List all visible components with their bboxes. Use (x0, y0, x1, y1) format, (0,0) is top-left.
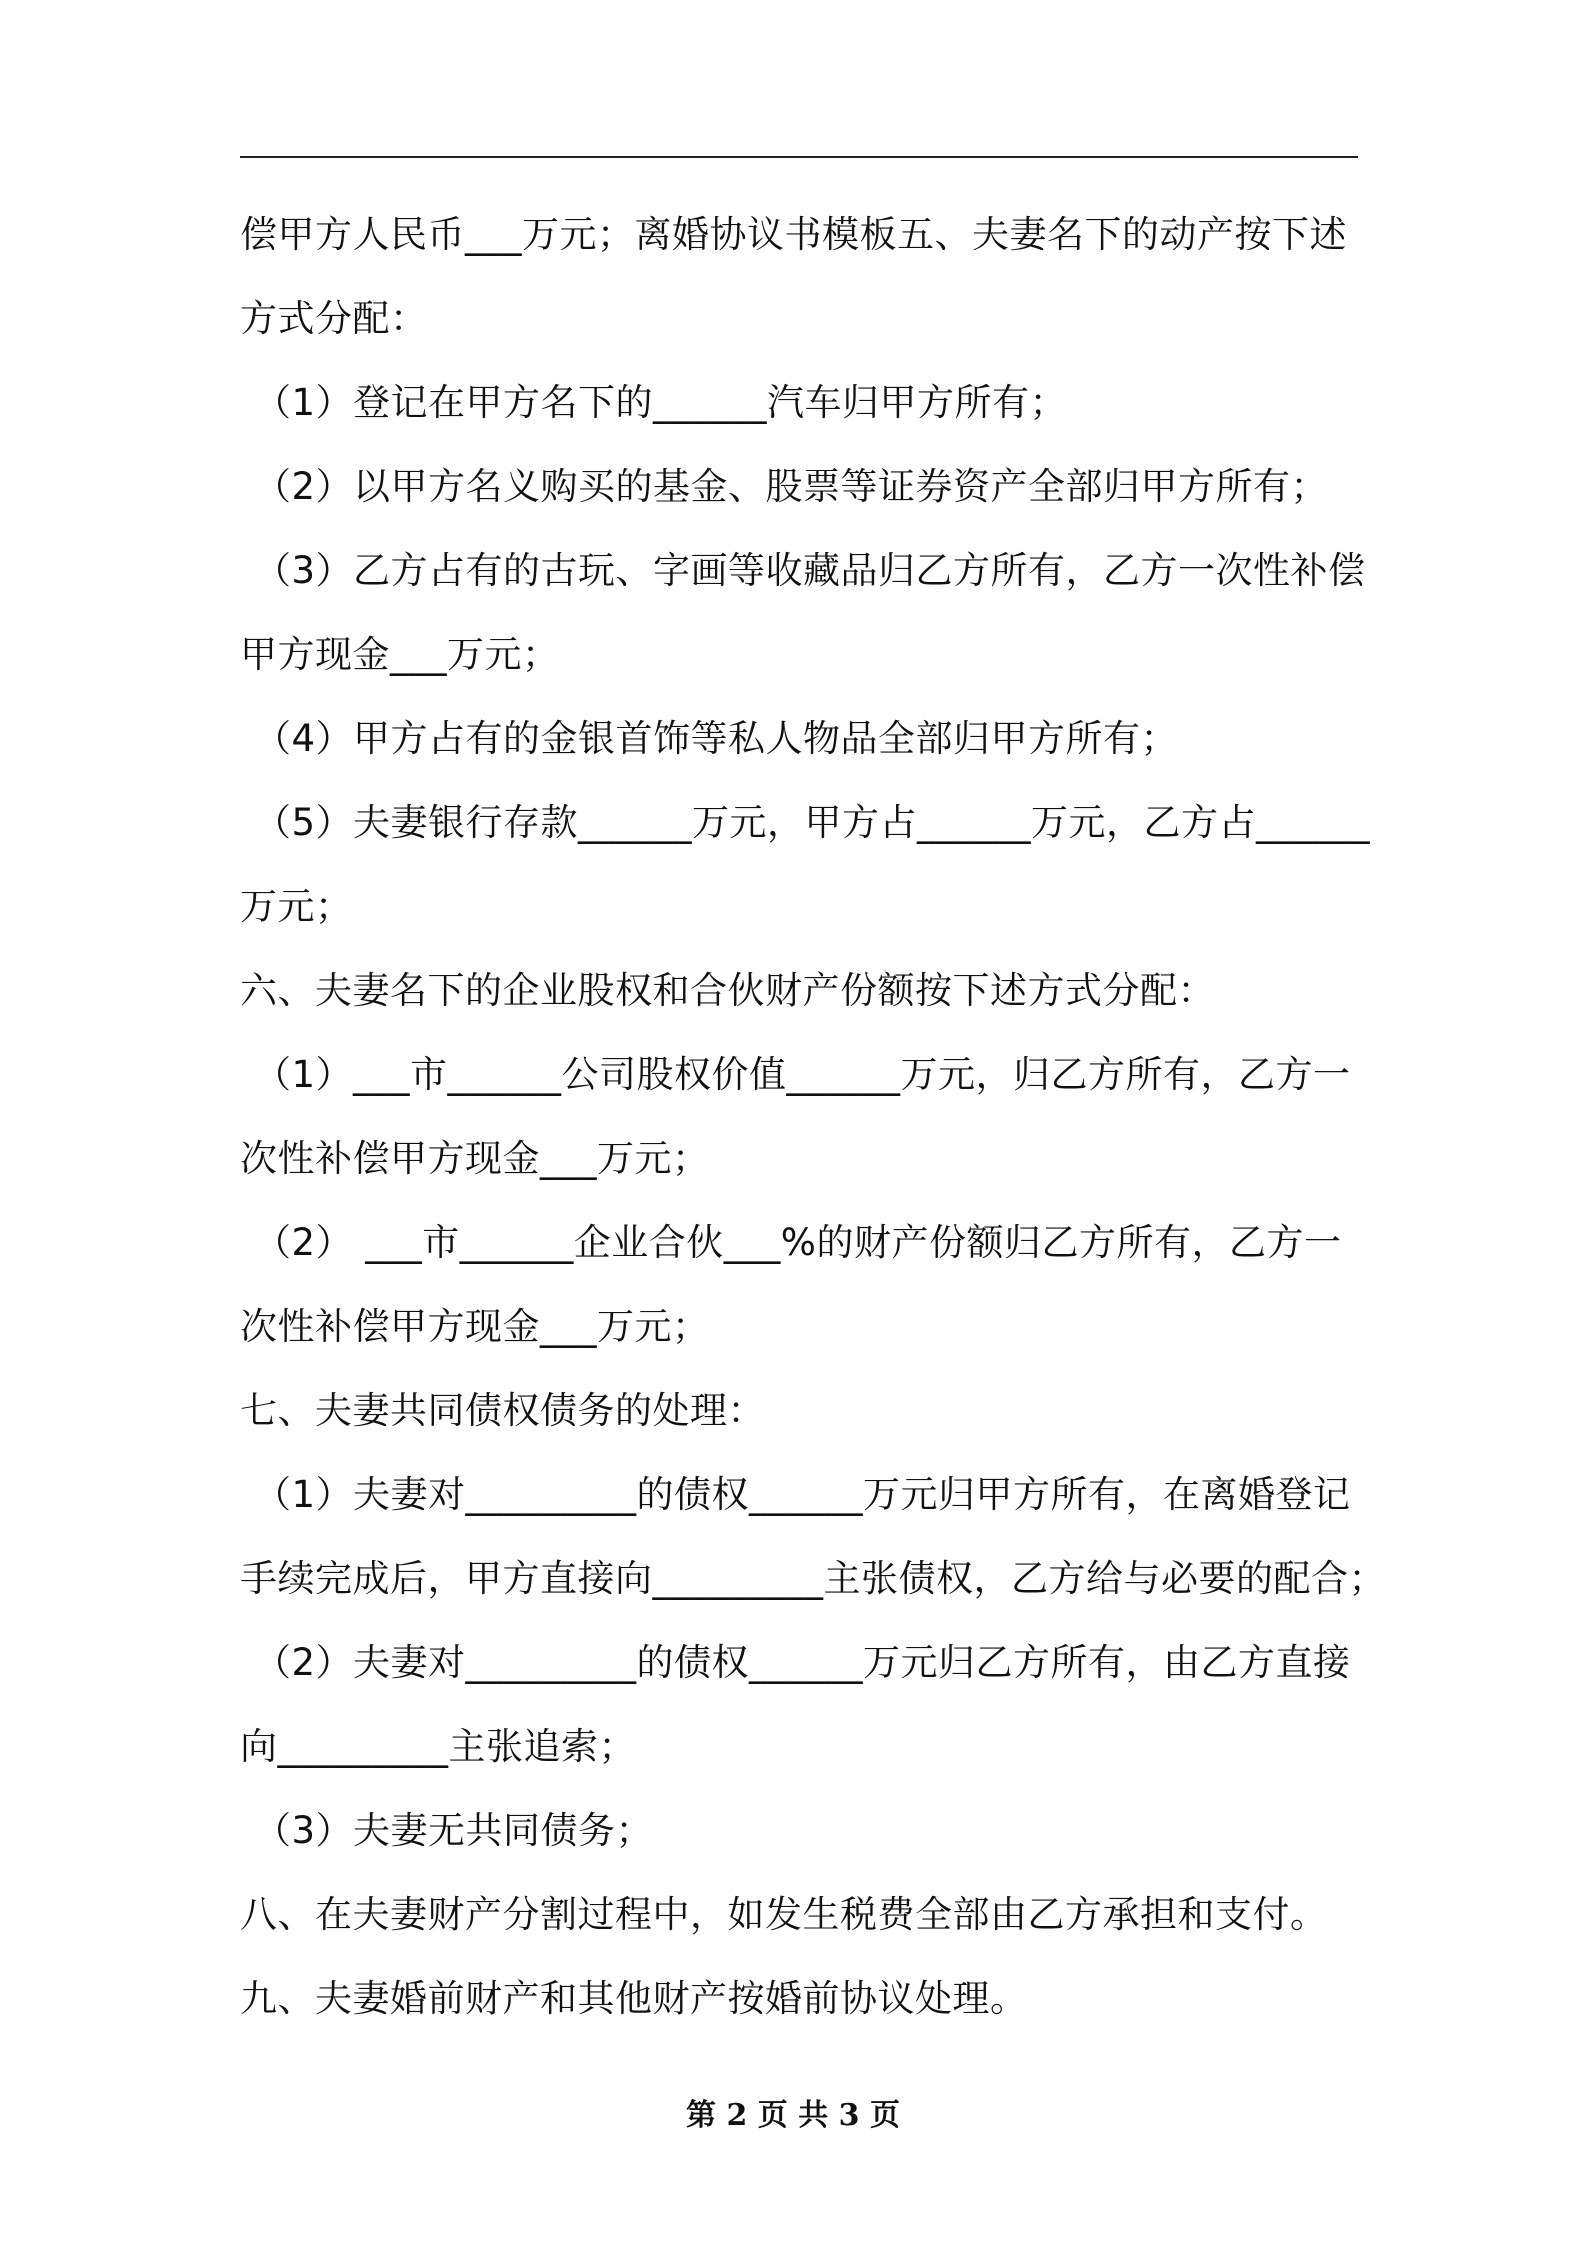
header-divider (240, 156, 1358, 158)
text-line: （3）夫妻无共同债务； (254, 1809, 654, 1852)
text-line: 手续完成后，甲方直接向_________主张债权，乙方给与必要的配合； (240, 1557, 1386, 1600)
text-line: （1）登记在甲方名下的______汽车归甲方所有； (254, 381, 1068, 424)
text-line: 次性补偿甲方现金___万元； (240, 1305, 710, 1348)
text-line: （4）甲方占有的金银首饰等私人物品全部归甲方所有； (254, 717, 1179, 760)
document-body (240, 193, 1386, 2041)
text-line: （2）夫妻对_________的债权______万元归乙方所有，由乙方直接 (254, 1641, 1351, 1684)
section-heading: 九、夫妻婚前财产和其他财产按婚前协议处理。 (240, 1977, 1028, 2020)
text-line: （2）以甲方名义购买的基金、股票等证券资产全部归甲方所有； (254, 465, 1329, 508)
text-line: 甲方现金___万元； (240, 633, 560, 676)
page-number-footer: 第 2 页 共 3 页 (686, 2098, 900, 2133)
section-heading: 七、夫妻共同债权债务的处理： (240, 1389, 765, 1432)
text-line: （3）乙方占有的古玩、字画等收藏品归乙方所有，乙方一次性补偿 (254, 549, 1366, 592)
text-line: 次性补偿甲方现金___万元； (240, 1137, 710, 1180)
text-line: 向_________主张追索； (240, 1725, 636, 1768)
text-line: 万元； (240, 885, 353, 928)
section-heading: 六、夫妻名下的企业股权和合伙财产份额按下述方式分配： (240, 969, 1215, 1012)
text-line: （1）___市______公司股权价值______万元，归乙方所有，乙方一 (254, 1053, 1351, 1096)
text-line: （2） ___市______企业合伙___%的财产份额归乙方所有，乙方一 (254, 1221, 1342, 1264)
text-line: 方式分配： (240, 297, 428, 340)
section-heading: 八、在夫妻财产分割过程中，如发生税费全部由乙方承担和支付。 (240, 1893, 1328, 1936)
text-line: （5）夫妻银行存款______万元，甲方占______万元，乙方占______ (254, 801, 1371, 844)
text-line: （1）夫妻对_________的债权______万元归甲方所有，在离婚登记 (254, 1473, 1351, 1516)
text-line: 偿甲方人民币___万元；离婚协议书模板五、夫妻名下的动产按下述 (240, 213, 1347, 256)
